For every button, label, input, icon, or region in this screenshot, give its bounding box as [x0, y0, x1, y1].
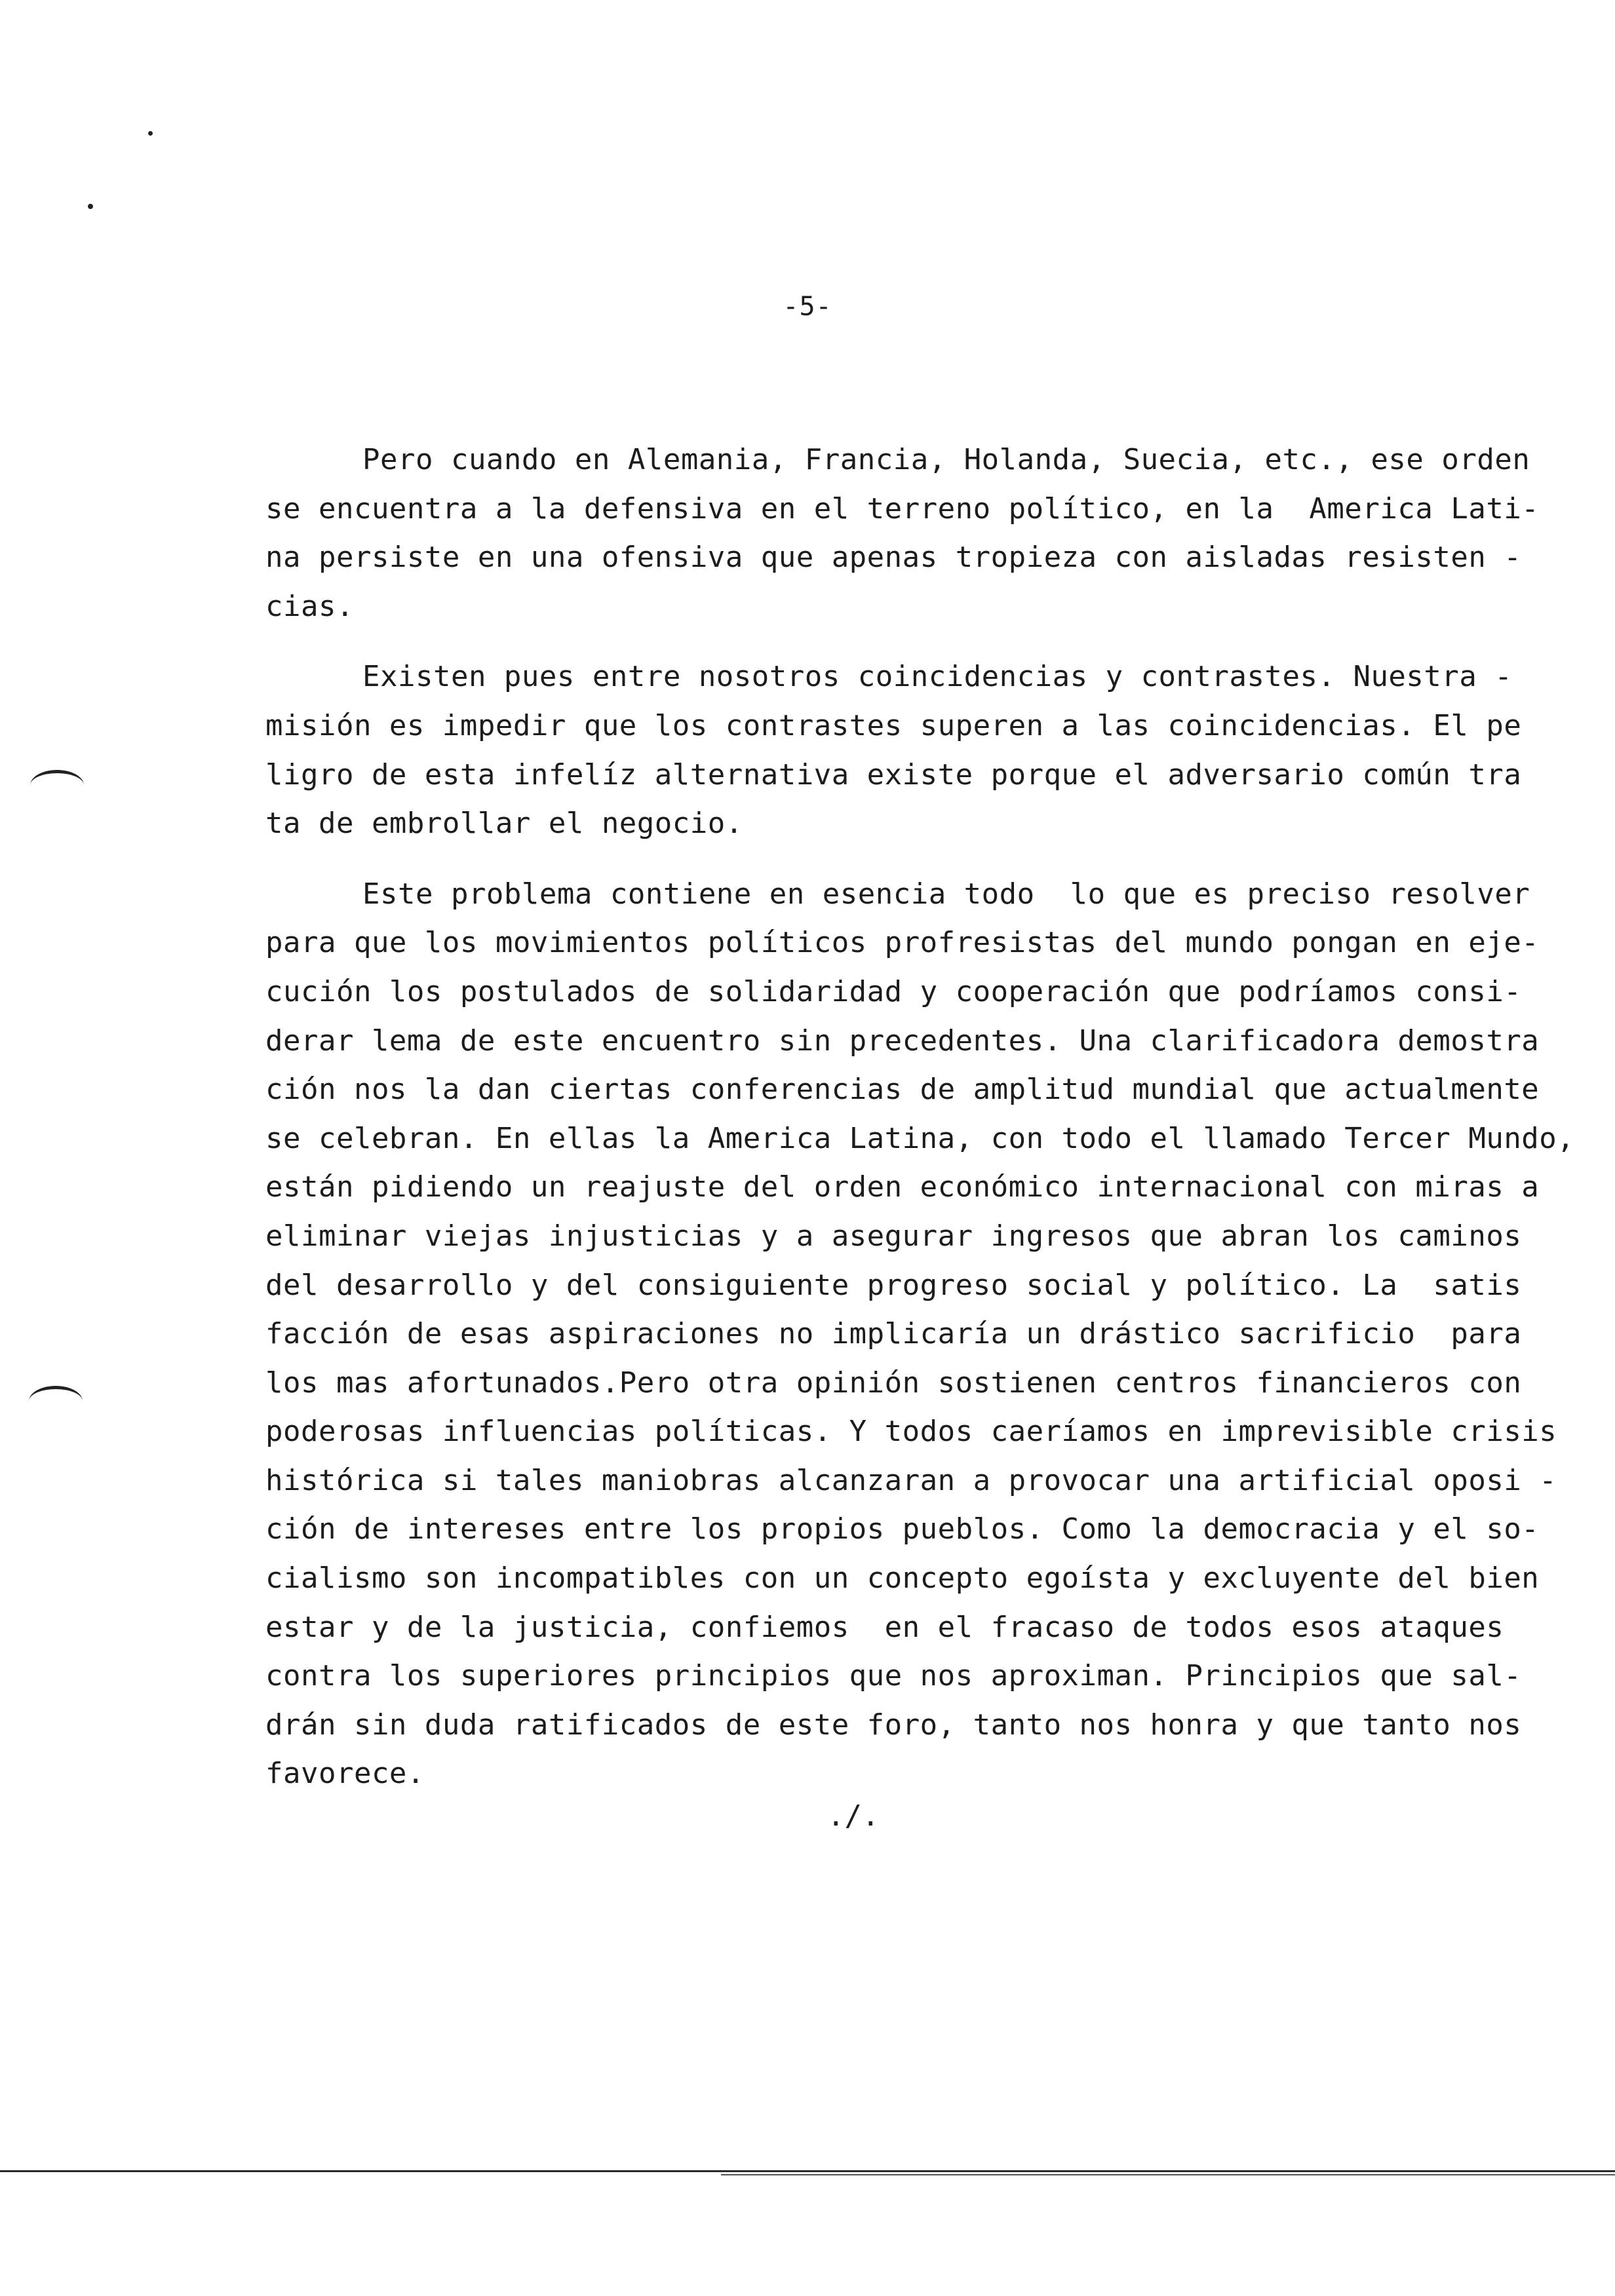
- document-body: [265, 436, 1575, 1799]
- text-line: se celebran. En ellas la America Latina, con todo el llamado Tercer Mundo,: [265, 1121, 1575, 1155]
- bottom-rule: [0, 2170, 1615, 2172]
- text-line: misión es impedir que los contrastes superen a las coincidencias. El pe: [265, 708, 1522, 742]
- text-line: Pero cuando en Alemania, Francia, Holanda, Suecia, etc., ese orden: [362, 443, 1530, 476]
- text-line: están pidiendo un reajuste del orden económico internacional con miras a: [265, 1170, 1540, 1204]
- text-line: facción de esas aspiraciones no implicaría un drástico sacrificio para: [265, 1317, 1522, 1351]
- text-line: ta de embrollar el negocio.: [265, 807, 743, 841]
- text-line: Existen pues entre nosotros coincidencias y contrastes. Nuestra -: [362, 660, 1513, 694]
- punch-hole-mark: [29, 1386, 83, 1417]
- text-line: ción nos la dan ciertas conferencias de amplitud mundial que actualmente: [265, 1073, 1540, 1107]
- text-line: estar y de la justicia, confiemos en el fracaso de todos esos ataques: [265, 1610, 1504, 1644]
- text-line: cialismo son incompatibles con un concepto egoísta y excluyente del bien: [265, 1561, 1540, 1596]
- text-line: eliminar viejas injusticias y a asegurar ingresos que abran los caminos: [265, 1219, 1522, 1253]
- text-line: histórica si tales maniobras alcanzaran a provocar una artificial oposi -: [265, 1463, 1557, 1497]
- text-line: drán sin duda ratificados de este foro, tanto nos honra y que tanto nos: [265, 1708, 1522, 1742]
- text-line: contra los superiores principios que nos aproximan. Principios que sal-: [265, 1659, 1522, 1693]
- punch-hole-mark: [30, 770, 84, 801]
- stray-dot-mark: [88, 204, 93, 209]
- text-line: para que los movimientos políticos profresistas del mundo pongan en eje-: [265, 926, 1540, 960]
- continuation-mark: ./.: [827, 1799, 880, 1833]
- text-line: cución los postulados de solidaridad y cooperación que podríamos consi-: [265, 974, 1522, 1008]
- text-line: Este problema contiene en esencia todo lo que es preciso resolver: [362, 877, 1530, 911]
- text-line: na persiste en una ofensiva que apenas tropieza con aisladas resisten -: [265, 541, 1522, 575]
- text-line: cias.: [265, 589, 354, 623]
- stray-dot-mark: [148, 131, 153, 136]
- paragraph-3: [265, 870, 1575, 1799]
- paragraph-1: [265, 436, 1540, 631]
- text-line: favorece.: [265, 1757, 425, 1791]
- paragraph-2: [265, 653, 1522, 848]
- text-line: los mas afortunados.Pero otra opinión sostienen centros financieros con: [265, 1366, 1522, 1400]
- page-number: -5-: [783, 292, 832, 322]
- bottom-rule-shadow: [721, 2174, 1615, 2175]
- text-line: se encuentra a la defensiva en el terreno político, en la America Lati-: [265, 491, 1540, 526]
- text-line: poderosas influencias políticas. Y todos caeríamos en imprevisible crisis: [265, 1415, 1557, 1449]
- text-line: derar lema de este encuentro sin precedentes. Una clarificadora demostra: [265, 1024, 1540, 1058]
- text-line: ligro de esta infelíz alternativa existe porque el adversario común tra: [265, 757, 1522, 792]
- text-line: del desarrollo y del consiguiente progreso social y político. La satis: [265, 1268, 1522, 1302]
- text-line: ción de intereses entre los propios pueblos. Como la democracia y el so-: [265, 1512, 1540, 1546]
